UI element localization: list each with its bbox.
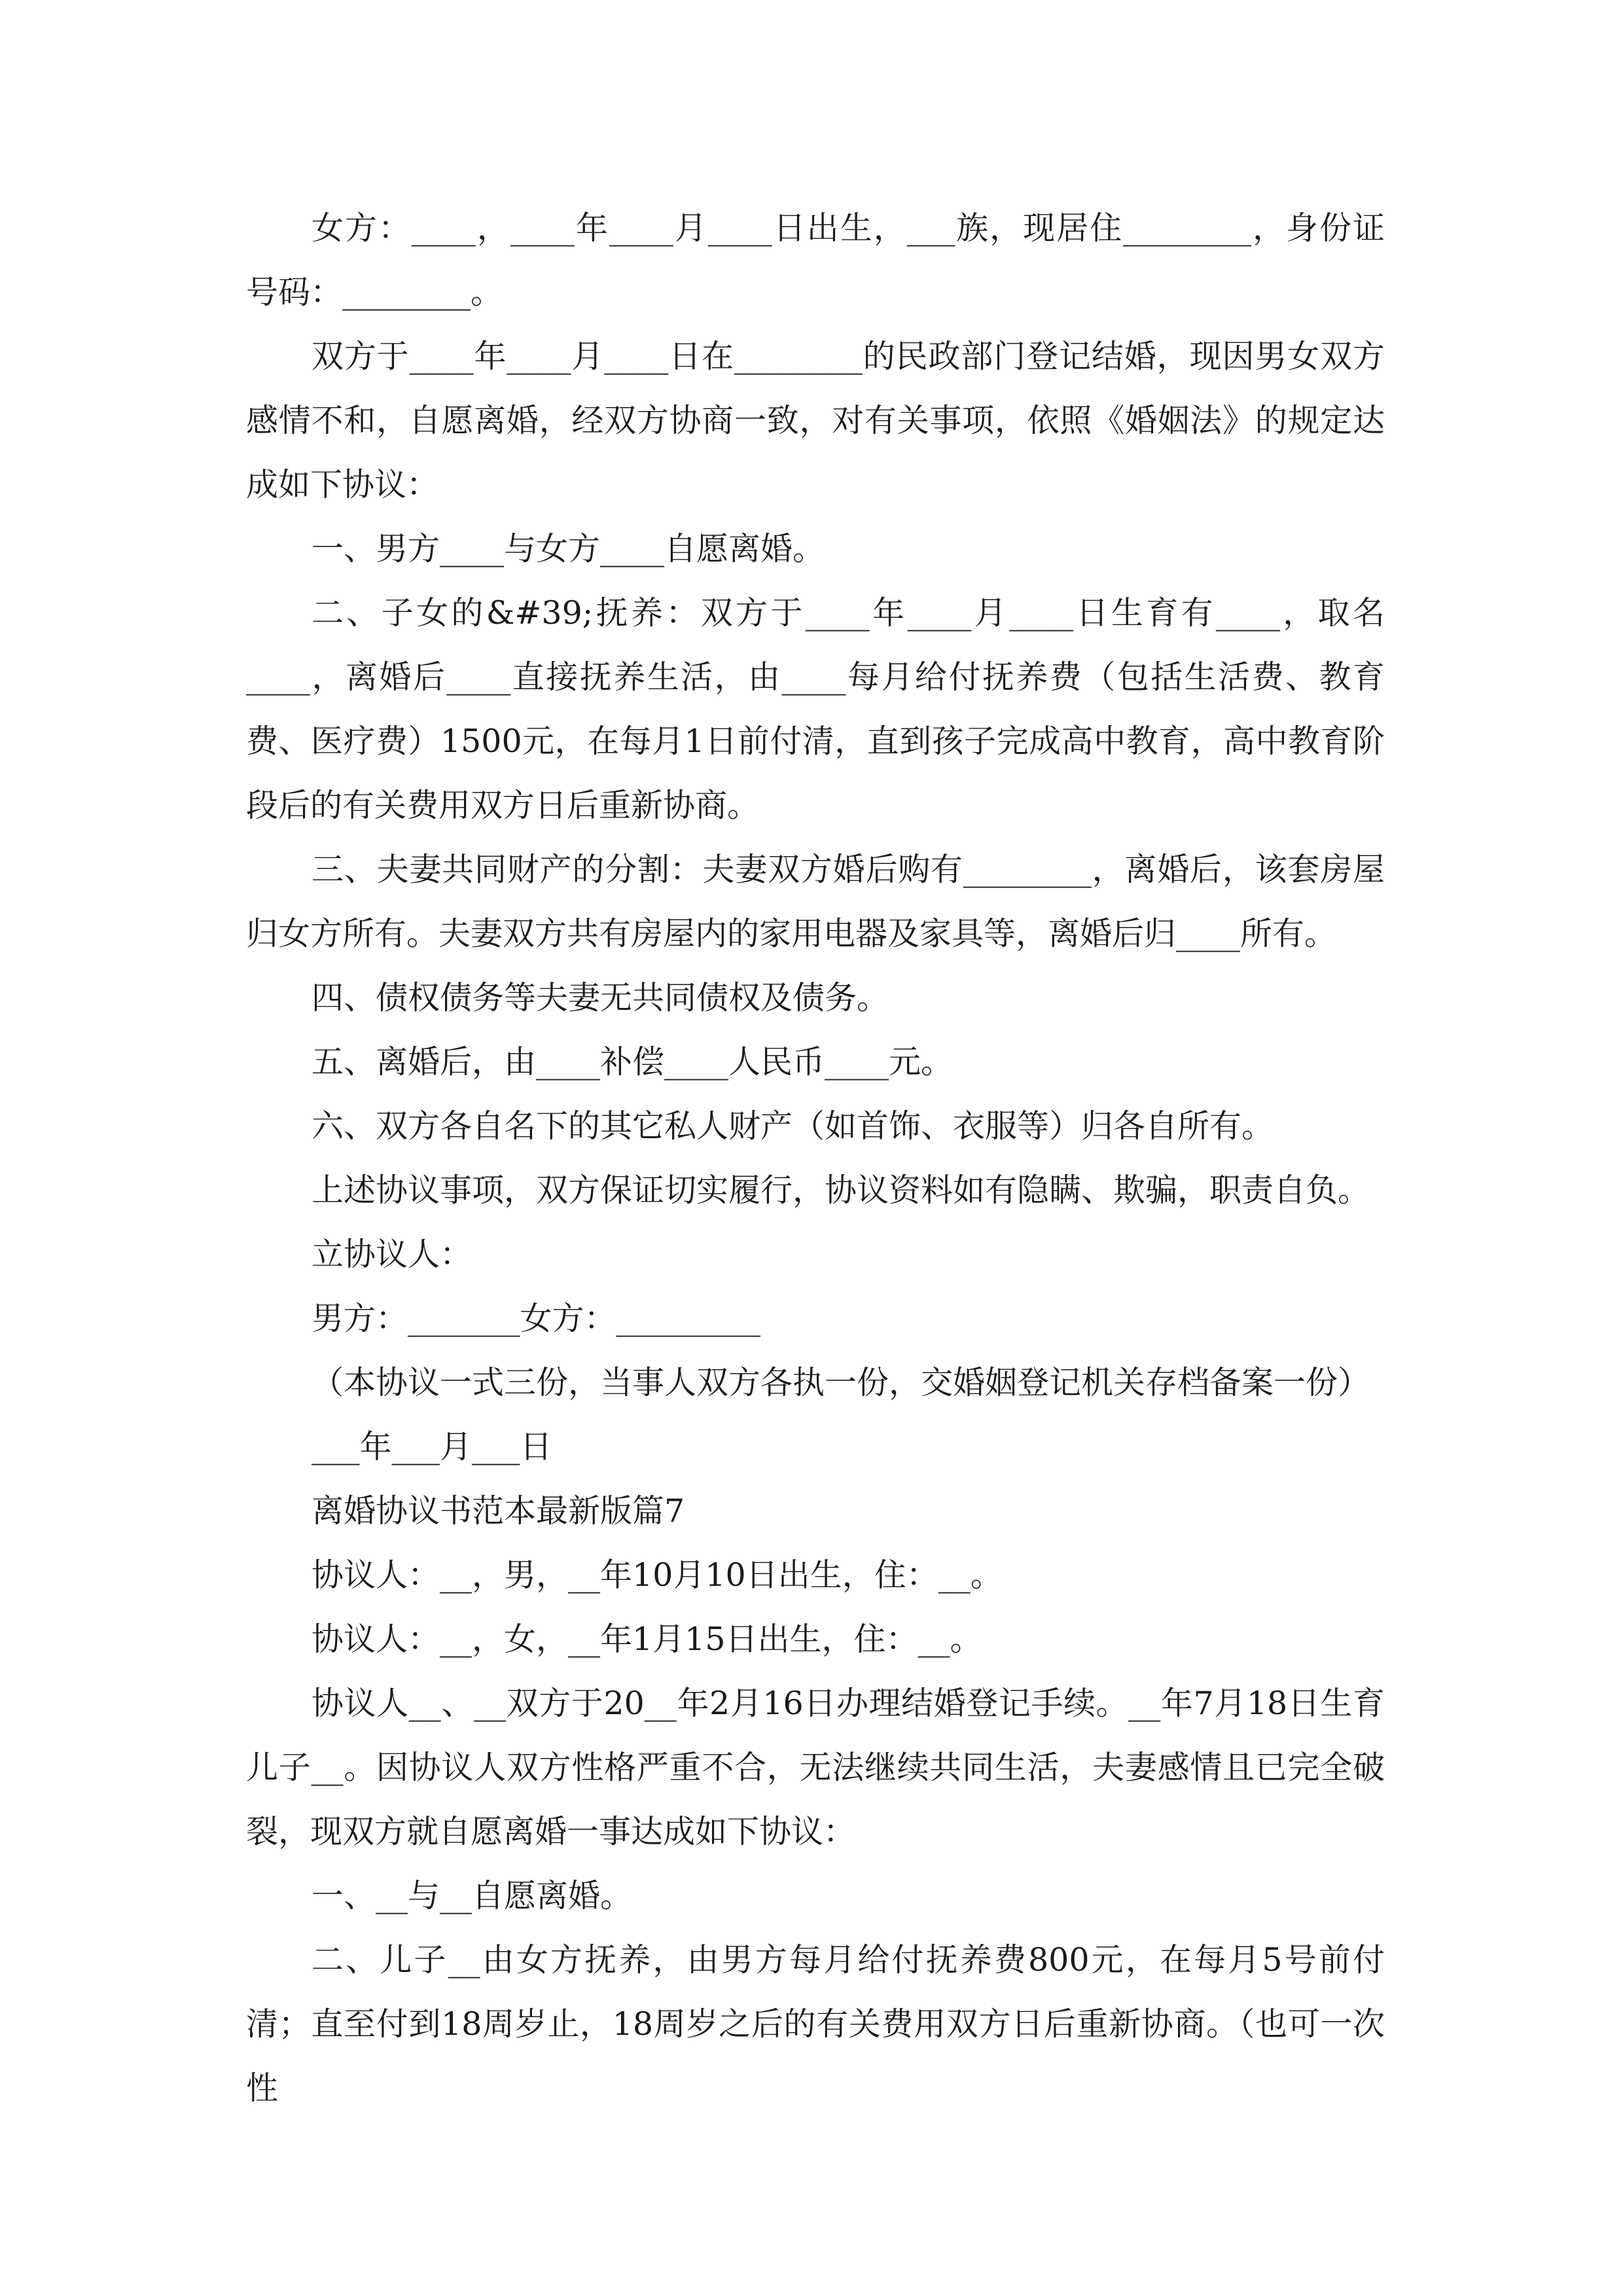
paragraph-clause-5-compensation: 五、离婚后，由____补偿____人民币____元。: [312, 1043, 954, 1081]
paragraph-clause-2-child-support: 二、子女的&#39;抚养：双方于____年____月____日生育有____，取名____，离婚后____直接抚养生活，由____每月给付抚养费（包括生活费、教育费、医疗费）1500元，在每月1日前付清，直到孩子完成高中教育，高中教育阶段后的有关费用双方日后重新协商。: [246, 594, 1385, 824]
paragraph-clause-1-divorce: 一、__与__自愿离婚。: [312, 1877, 633, 1914]
paragraph-party-male: 协议人：__，男，__年10月10日出生，住：__。: [312, 1556, 1003, 1594]
paragraph-background: 协议人__、__双方于20__年2月16日办理结婚登记手续。__年7月18日生育儿子__。因协议人双方性格严重不合，无法继续共同生活，夫妻感情且已完全破裂，现双方就自愿离婚一事达成如下协议：: [246, 1685, 1385, 1850]
paragraph-female-party: 女方：____，____年____月____日出生，___族，现居住________，身份证号码：________。: [246, 209, 1385, 311]
paragraph-clause-3-property: 三、夫妻共同财产的分割：夫妻双方婚后购有________，离婚后，该套房屋归女方所有。夫妻双方共有房屋内的家用电器及家具等，离婚后归____所有。: [246, 851, 1385, 952]
paragraph-signature-lines: 男方：_______女方：_________: [312, 1300, 761, 1337]
paragraph-signatories-label: 立协议人：: [312, 1236, 473, 1273]
paragraph-clause-4-debts: 四、债权债务等夫妻无共同债权及债务。: [312, 979, 889, 1016]
paragraph-clause-1: 一、男方____与女方____自愿离婚。: [312, 530, 825, 567]
paragraph-marriage-registration: 双方于____年____月____日在________的民政部门登记结婚，现因男女双方感情不和，自愿离婚，经双方协商一致，对有关事项，依照《婚姻法》的规定达成如下协议：: [246, 338, 1385, 503]
paragraph-date-line: ___年___月___日: [312, 1428, 552, 1465]
paragraph-party-female: 协议人：__，女，__年1月15日出生，住：__。: [312, 1621, 982, 1658]
paragraph-copies-note: （本协议一式三份，当事人双方各执一份，交婚姻登记机关存档备案一份）: [312, 1364, 1370, 1401]
paragraph-guarantee: 上述协议事项，双方保证切实履行，协议资料如有隐瞒、欺骗，职责自负。: [312, 1172, 1370, 1209]
paragraph-clause-6-private-property: 六、双方各自名下的其它私人财产（如首饰、衣服等）归各自所有。: [312, 1107, 1274, 1145]
section-heading: 离婚协议书范本最新版篇7: [312, 1492, 685, 1530]
paragraph-clause-2-son-custody: 二、儿子__由女方抚养，由男方每月给付抚养费800元，在每月5号前付清；直至付到18周岁止，18周岁之后的有关费用双方日后重新协商。（也可一次性: [246, 1941, 1385, 2107]
document-body: [246, 196, 1385, 2121]
